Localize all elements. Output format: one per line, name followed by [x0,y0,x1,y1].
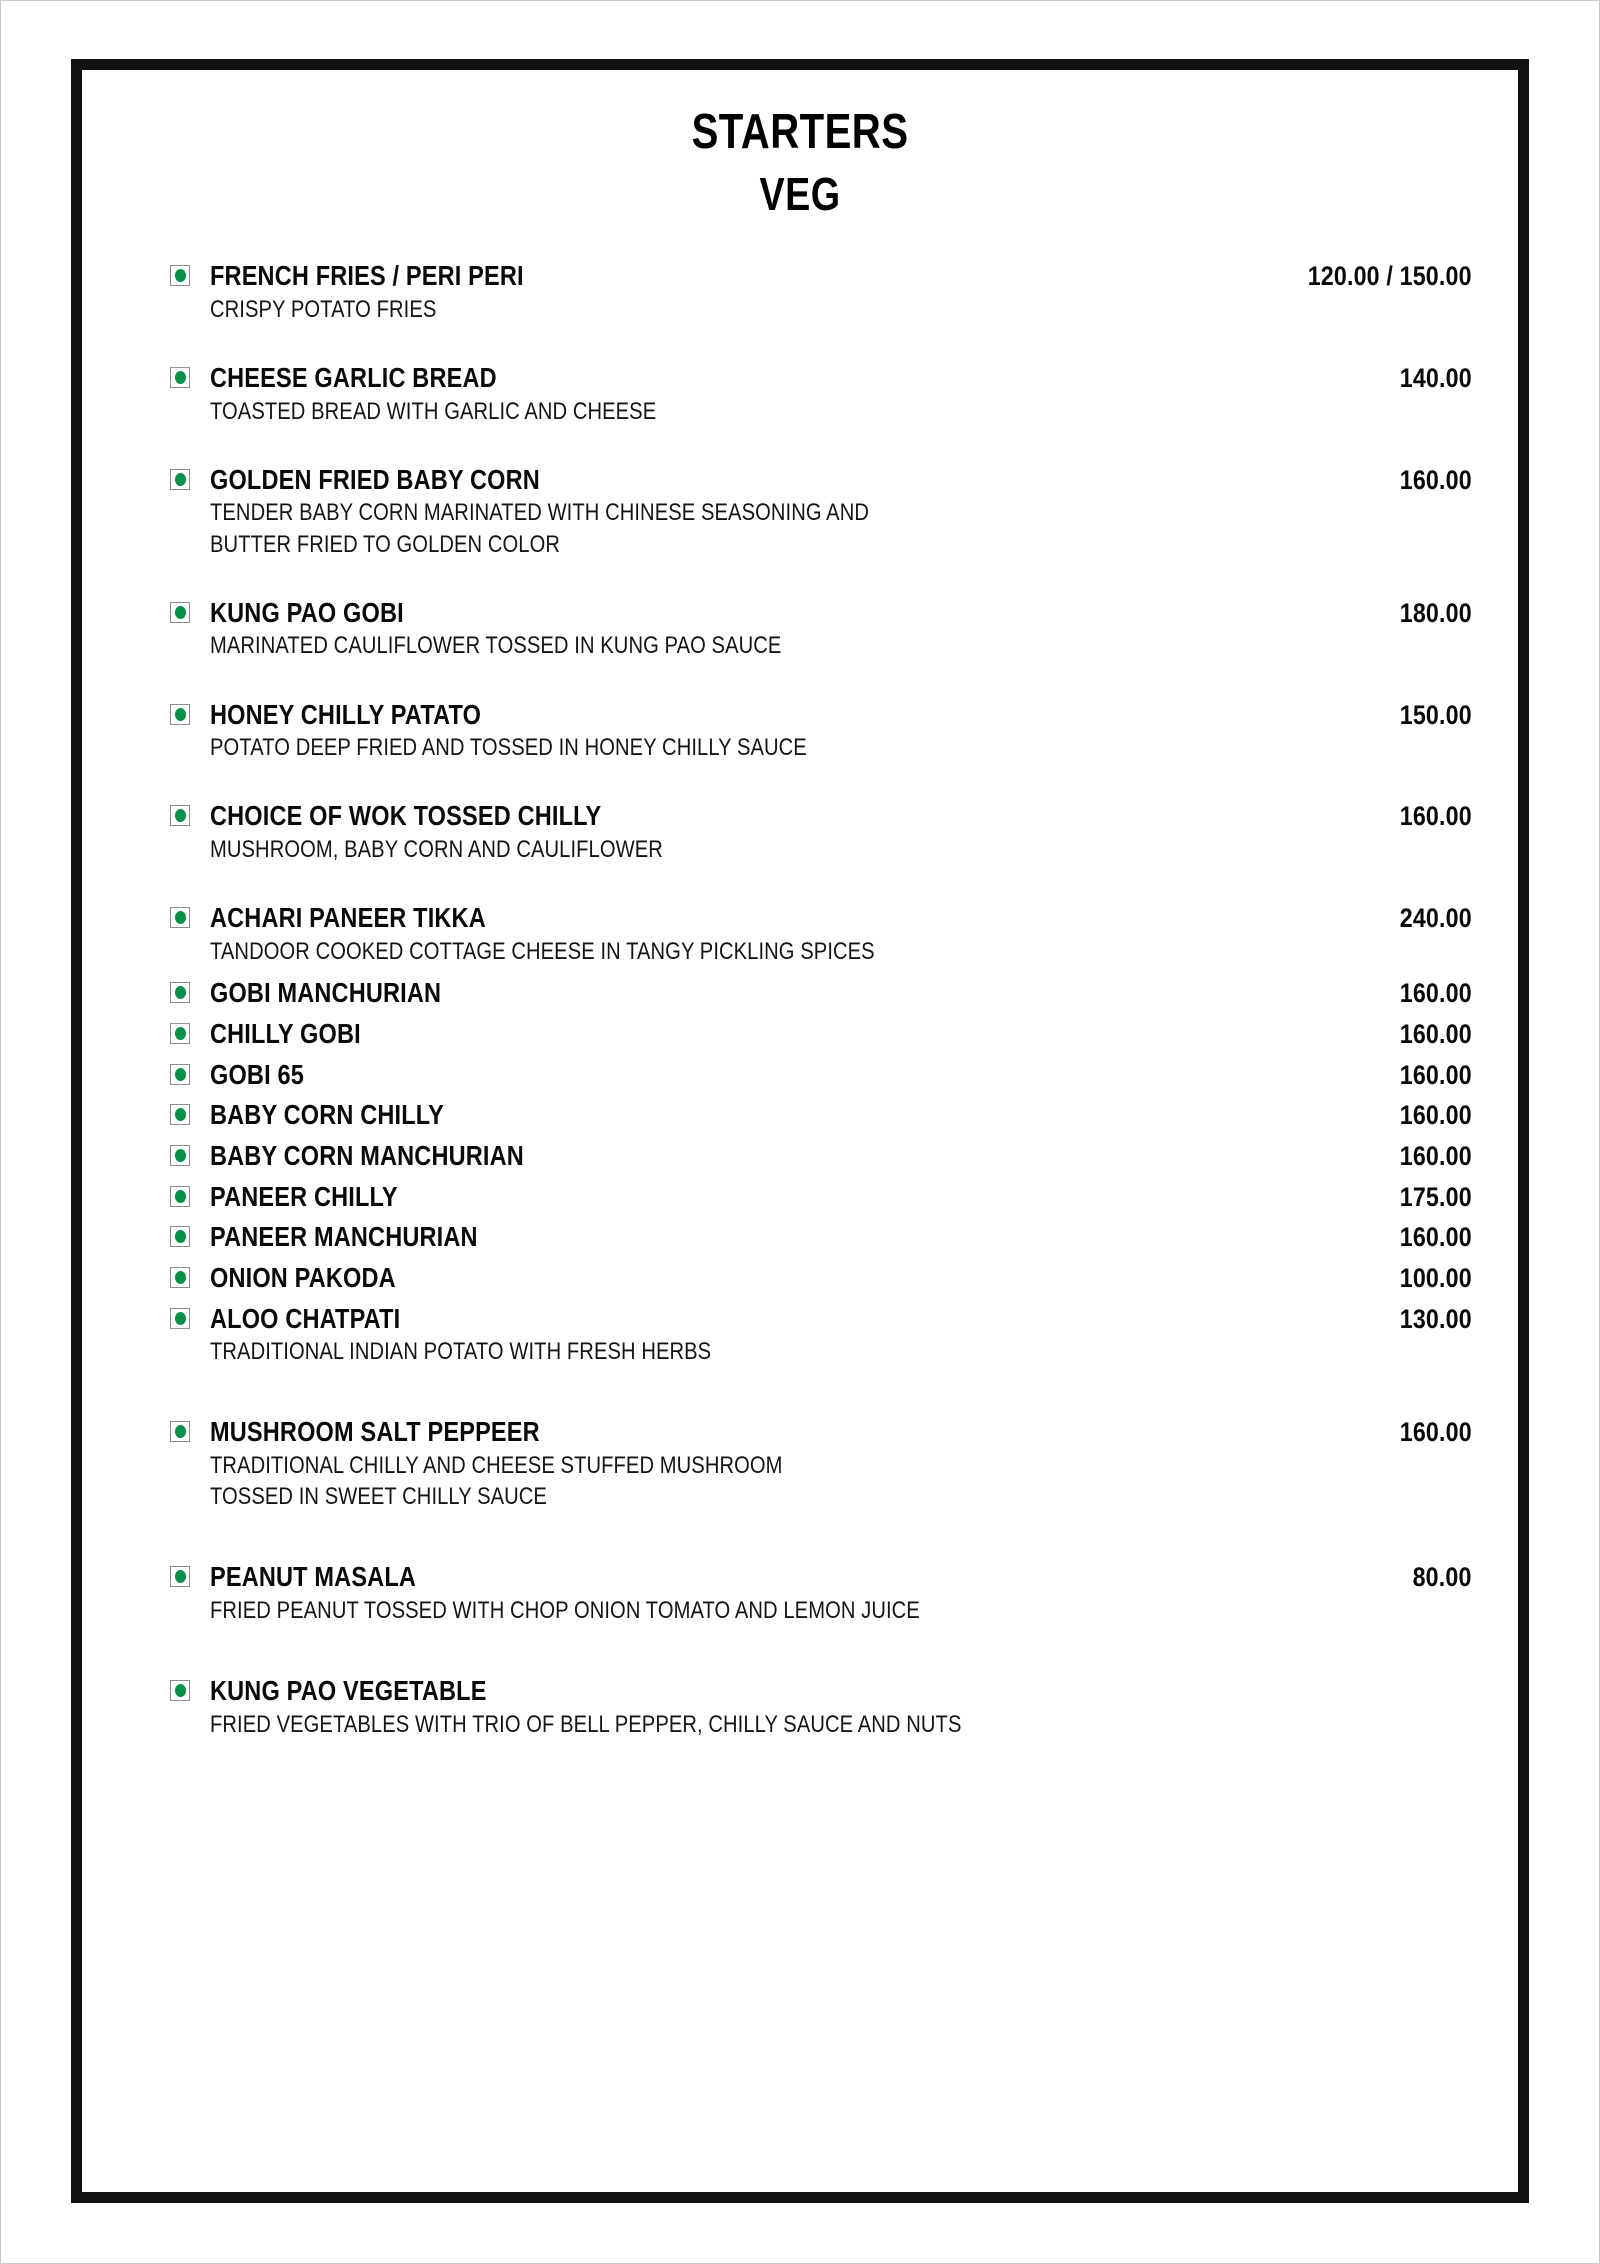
menu-item [128,1263,1472,1293]
menu-item [128,1417,1472,1512]
veg-indicator-icon [170,469,190,490]
menu-item-row [210,700,1472,730]
menu-item-name: ALOO CHATPATI [210,1302,401,1334]
menu-item-name: PANEER MANCHURIAN [210,1221,478,1253]
menu-item-list [128,261,1472,1740]
menu-item-row [210,1304,1472,1334]
menu-header [128,105,1472,220]
menu-item-description [210,294,1270,325]
menu-item-price: 100.00 [1399,1262,1472,1293]
menu-item-description-line: FRIED PEANUT TOSSED WITH CHOP ONION TOMATO AND LEMON JUICE [210,1597,920,1625]
menu-item-description-line: TANDOOR COOKED COTTAGE CHEESE IN TANGY PICKLING SPICES [210,938,875,966]
menu-item-description [210,1336,1270,1367]
menu-item-description-line: BUTTER FRIED TO GOLDEN COLOR [210,530,560,558]
veg-indicator-icon [170,1104,190,1125]
menu-item-name: GOBI 65 [210,1058,304,1090]
veg-indicator-icon [170,907,190,928]
menu-item-name: KUNG PAO GOBI [210,596,404,628]
menu-item-description [210,396,1270,427]
veg-indicator-icon [170,1566,190,1587]
menu-item-row [210,801,1472,831]
menu-item-price: 240.00 [1399,903,1472,934]
menu-item-row [210,1019,1472,1049]
menu-item-row [210,1060,1472,1090]
veg-indicator-icon [170,1267,190,1288]
menu-item [128,598,1472,662]
menu-item-name: GOBI MANCHURIAN [210,977,442,1009]
menu-item-price: 80.00 [1413,1562,1472,1593]
menu-item [128,363,1472,427]
menu-item-row [210,465,1472,495]
menu-item-description-line: TENDER BABY CORN MARINATED WITH CHINESE SEASONING AND [210,499,869,527]
menu-item-row [210,978,1472,1008]
menu-item-row [210,1417,1472,1447]
menu-item [128,903,1472,967]
menu-item-name: ACHARI PANEER TIKKA [210,902,486,934]
menu-item-price: 160.00 [1399,1417,1472,1448]
menu-item-description [210,497,1270,559]
menu-item-name: CHOICE OF WOK TOSSED CHILLY [210,800,602,832]
menu-item-price: 160.00 [1399,464,1472,495]
menu-item-row [210,598,1472,628]
menu-item-row [210,1141,1472,1171]
menu-item-row [210,1100,1472,1130]
menu-item-name: FRENCH FRIES / PERI PERI [210,260,524,291]
menu-item-description-line: TRADITIONAL CHILLY AND CHEESE STUFFED MUSHROOM [210,1452,783,1480]
menu-item [128,465,1472,560]
menu-item-price: 160.00 [1399,1140,1472,1171]
menu-item-name: ONION PAKODA [210,1261,396,1293]
menu-item [128,801,1472,865]
menu-item-price: 130.00 [1399,1303,1472,1334]
menu-item-description-line: TOSSED IN SWEET CHILLY SAUCE [210,1483,547,1511]
menu-item-price: 160.00 [1399,801,1472,832]
veg-indicator-icon [170,602,190,623]
menu-item-name: PEANUT MASALA [210,1561,417,1593]
menu-item-description-line: TOASTED BREAD WITH GARLIC AND CHEESE [210,397,657,425]
veg-indicator-icon [170,704,190,725]
menu-item-row [210,903,1472,933]
veg-indicator-icon [170,1226,190,1247]
veg-indicator-icon [170,1186,190,1207]
menu-item-name: MUSHROOM SALT PEPPEER [210,1416,540,1448]
menu-item-name: HONEY CHILLY PATATO [210,698,482,730]
menu-item-description [210,732,1270,763]
menu-item-price: 120.00 / 150.00 [1308,261,1472,291]
menu-item-description-line: MUSHROOM, BABY CORN AND CAULIFLOWER [210,836,663,864]
menu-item-description-line: MARINATED CAULIFLOWER TOSSED IN KUNG PAO SAUCE [210,632,782,660]
menu-frame-border [71,59,1529,2203]
menu-item-description [210,1450,1270,1512]
menu-item-description-line: POTATO DEEP FRIED AND TOSSED IN HONEY CHILLY SAUCE [210,734,807,762]
menu-item-price: 160.00 [1399,1059,1472,1090]
menu-item [128,1304,1472,1368]
menu-item [128,700,1472,764]
menu-item-row [210,363,1472,393]
page-subtitle: VEG [759,168,841,220]
menu-item [128,978,1472,1008]
menu-item [128,1060,1472,1090]
menu-item [128,1182,1472,1212]
menu-item-description-line: CRISPY POTATO FRIES [210,295,437,323]
menu-item-description [210,630,1270,661]
menu-item [128,261,1472,325]
veg-indicator-icon [170,1023,190,1044]
menu-item [128,1676,1472,1740]
menu-item-name: BABY CORN MANCHURIAN [210,1139,524,1171]
menu-item [128,1562,1472,1626]
menu-item-price: 160.00 [1399,978,1472,1009]
menu-item-name: BABY CORN CHILLY [210,1099,445,1131]
menu-item-name: CHILLY GOBI [210,1017,361,1049]
menu-item-price: 140.00 [1399,362,1472,393]
menu-item-price: 160.00 [1399,1100,1472,1131]
menu-item-description-line: FRIED VEGETABLES WITH TRIO OF BELL PEPPER, CHILLY SAUCE AND NUTS [210,1711,962,1739]
menu-item-description-line: TRADITIONAL INDIAN POTATO WITH FRESH HERBS [210,1338,712,1366]
veg-indicator-icon [170,1421,190,1442]
menu-item-price: 160.00 [1399,1222,1472,1253]
menu-item-row [210,1263,1472,1293]
veg-indicator-icon [170,367,190,388]
veg-indicator-icon [170,1145,190,1166]
menu-item-name: GOLDEN FRIED BABY CORN [210,463,540,495]
veg-indicator-icon [170,805,190,826]
menu-item-description [210,936,1270,967]
menu-item [128,1222,1472,1252]
menu-item-description [210,1595,1270,1626]
menu-item-name: CHEESE GARLIC BREAD [210,361,497,393]
menu-content [82,70,1518,2192]
veg-indicator-icon [170,982,190,1003]
veg-indicator-icon [170,1064,190,1085]
menu-item-row [210,261,1472,291]
veg-indicator-icon [170,1308,190,1329]
menu-item [128,1141,1472,1171]
menu-item-description [210,1709,1270,1740]
menu-item [128,1019,1472,1049]
menu-item-name: KUNG PAO VEGETABLE [210,1675,487,1707]
menu-item-description [210,834,1270,865]
menu-item-name: PANEER CHILLY [210,1180,398,1212]
page-title: STARTERS [691,105,909,159]
veg-indicator-icon [170,265,190,286]
menu-item-price: 160.00 [1399,1018,1472,1049]
menu-item-price: 150.00 [1399,699,1472,730]
menu-item-price: 180.00 [1399,597,1472,628]
veg-indicator-icon [170,1680,190,1701]
menu-item-row [210,1676,1472,1706]
menu-item-row [210,1562,1472,1592]
menu-item [128,1100,1472,1130]
menu-item-row [210,1222,1472,1252]
menu-item-price: 175.00 [1399,1181,1472,1212]
menu-item-row [210,1182,1472,1212]
